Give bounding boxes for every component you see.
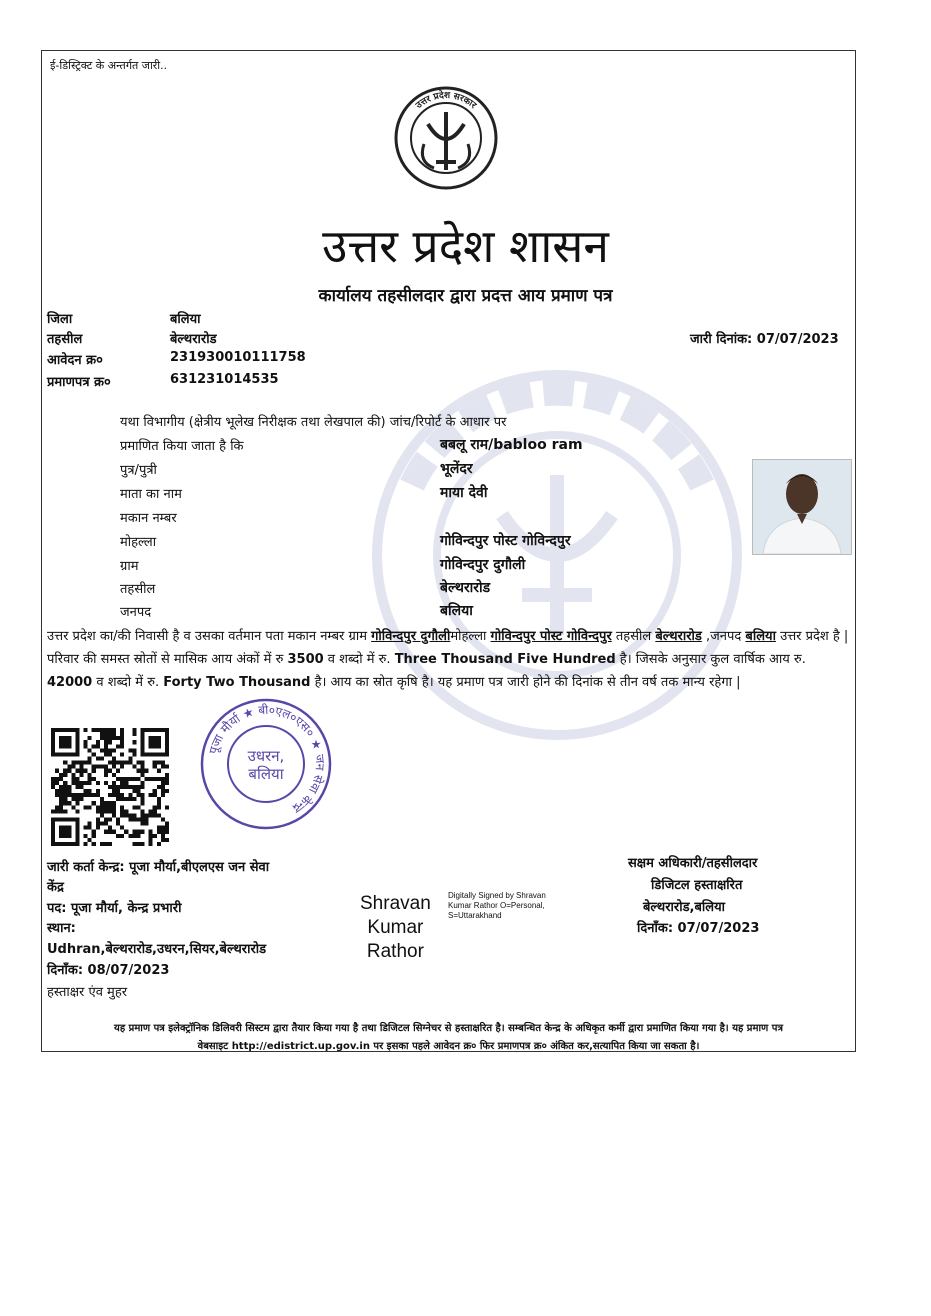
issuer-center-cont: केंद्र xyxy=(47,880,64,895)
meta-label-district: जिला xyxy=(47,312,73,327)
meta-value-district: बलिया xyxy=(170,312,201,327)
meta-label-certificate-no: प्रमाणपत्र क्र० xyxy=(47,375,111,390)
detail-label: जनपद xyxy=(120,605,152,620)
page-title: उत्तर प्रदेश शासन xyxy=(322,219,609,273)
para-text: ,जनपद xyxy=(701,629,746,644)
issuer-date: दिनाँक: 08/07/2023 xyxy=(47,963,170,978)
issuer-center: जारी कर्ता केन्द्र: पूजा मौर्या,बीएलएस जन सेवा xyxy=(47,860,270,875)
officer-digital-signed: डिजिटल हस्ताक्षरित xyxy=(651,878,743,893)
detail-value-mother: माया देवी xyxy=(440,485,488,501)
para-text: तहसील xyxy=(611,629,656,644)
detail-label: ग्राम xyxy=(120,559,139,574)
meta-value-certificate-no: 631231014535 xyxy=(170,372,279,387)
para-text: उत्तर प्रदेश का/की निवासी है व उसका वर्तमान पता मकान नम्बर ग्राम xyxy=(47,629,372,644)
para-village: गोविन्दपुर दुगौली xyxy=(371,629,451,644)
detail-value-village: गोविन्दपुर दुगौली xyxy=(440,557,526,573)
officer-date: दिनाँक: 07/07/2023 xyxy=(637,921,760,936)
stamp-ring-text: पूजा मौर्या ★ बी०एल०एस० ★ जन सेवा केन्द्र xyxy=(206,702,328,816)
officer-location: बेल्थरारोड,बलिया xyxy=(643,900,726,915)
up-government-emblem xyxy=(388,82,504,190)
para-district: बलिया xyxy=(745,629,776,644)
para-tehsil: बेल्थरारोड xyxy=(655,629,702,644)
para-text: उत्तर प्रदेश है | परिवार की समस्त स्रोतों से मासिक आय अंकों में रु xyxy=(47,629,849,667)
emblem-text: उत्तर प्रदेश सरकार xyxy=(414,90,478,111)
detail-value-district: बलिया xyxy=(440,603,473,619)
footer-line: वेबसाइट http://edistrict.up.gov.in पर इसका पहले आवेदन क्र० फिर प्रमाणपत्र क्र० अंकित कर,सत्यापित किया जा सकता है। xyxy=(197,1041,700,1052)
para-text: है। जिसके अनुसार कुल वार्षिक आय रु. xyxy=(615,652,806,667)
signature-name-line: Rathor xyxy=(366,941,424,962)
footer-line: यह प्रमाण पत्र इलेक्ट्रॉनिक डिलिवरी सिस्टम द्वारा तैयार किया गया है तथा डिजिटल सिग्नेचर से हस्ताक्षरित है। सम्बन्धित केन्द्र के अधिकृत कर्मी द्वारा प्रमाणित किया गया है। यह प्रमाण पत्र xyxy=(114,1023,783,1034)
para-monthly-income: 3500 xyxy=(287,652,324,667)
header-note: ई-डिस्ट्रिक्ट के अन्तर्गत जारी.. xyxy=(50,59,168,72)
certificate-subtitle: कार्यालय तहसीलदार द्वारा प्रदत्त आय प्रमाण पत्र xyxy=(318,286,613,306)
detail-value-mohalla: गोविन्दपुर पोस्ट गोविन्दपुर xyxy=(440,533,571,549)
para-text: व शब्दो में रु. xyxy=(323,652,395,667)
para-text: मोहल्ला xyxy=(450,629,491,644)
detail-label: मकान नम्बर xyxy=(120,511,177,526)
detail-value-tehsil: बेल्थरारोड xyxy=(440,580,491,596)
digital-signature-details xyxy=(448,891,546,921)
meta-label-application-no: आवेदन क्र० xyxy=(47,353,103,368)
detail-value-name: बबलू राम/babloo ram xyxy=(440,437,583,453)
signature-detail-line: Kumar Rathor O=Personal, xyxy=(448,901,545,910)
detail-label: तहसील xyxy=(120,582,156,597)
para-annual-words: Forty Two Thousand xyxy=(163,675,311,690)
issuer-post: पद: पूजा मौर्या, केन्द्र प्रभारी xyxy=(47,901,182,916)
signature-and-seal-label: हस्ताक्षर एंव मुहर xyxy=(47,985,128,1000)
qr-code xyxy=(51,728,169,846)
para-text: है। आय का स्रोत कृषि है। यह प्रमाण पत्र जारी होने की दिनांक से तीन वर्ष तक मान्य रहेगा | xyxy=(310,675,741,690)
applicant-photo xyxy=(752,459,852,555)
footer-note xyxy=(47,1020,850,1056)
detail-label: माता का नाम xyxy=(120,487,182,502)
officer-title: सक्षम अधिकारी/तहसीलदार xyxy=(628,856,758,871)
stamp-center-line2: बलिया xyxy=(248,765,284,783)
para-mohalla: गोविन्दपुर पोस्ट गोविन्दपुर xyxy=(490,629,612,644)
issuer-place-label: स्थान: xyxy=(47,921,76,936)
para-text: व शब्दो में रु. xyxy=(92,675,164,690)
signature-name-line: Kumar xyxy=(367,917,424,938)
para-annual-income: 42000 xyxy=(47,675,93,690)
detail-label: प्रमाणित किया जाता है कि xyxy=(120,439,244,454)
signature-detail-line: S=Uttarakhand xyxy=(448,911,502,920)
intro-text: यथा विभागीय (क्षेत्रीय भूलेख निरीक्षक तथा लेखपाल की) जांच/रिपोर्ट के आधार पर xyxy=(120,415,507,430)
meta-value-application-no: 231930010111758 xyxy=(170,350,306,365)
csc-stamp xyxy=(198,697,334,831)
digital-signature-name xyxy=(360,892,431,964)
issue-date: जारी दिनांक: 07/07/2023 xyxy=(690,332,839,347)
meta-label-tehsil: तहसील xyxy=(47,332,83,347)
para-monthly-words: Three Thousand Five Hundred xyxy=(394,652,616,667)
issuer-place: Udhran,बेल्थरारोड,उधरन,सियर,बेल्थरारोड xyxy=(47,942,267,957)
certificate-paragraph xyxy=(47,625,853,694)
signature-detail-line: Digitally Signed by Shravan xyxy=(448,891,546,900)
detail-label: पुत्र/पुत्री xyxy=(120,463,157,478)
stamp-center-line1: उधरन, xyxy=(247,747,285,765)
signature-name-line: Shravan xyxy=(360,893,431,914)
meta-value-tehsil: बेल्थरारोड xyxy=(170,332,217,347)
detail-value-father: भूलेंदर xyxy=(440,461,473,477)
detail-label: मोहल्ला xyxy=(120,535,157,550)
